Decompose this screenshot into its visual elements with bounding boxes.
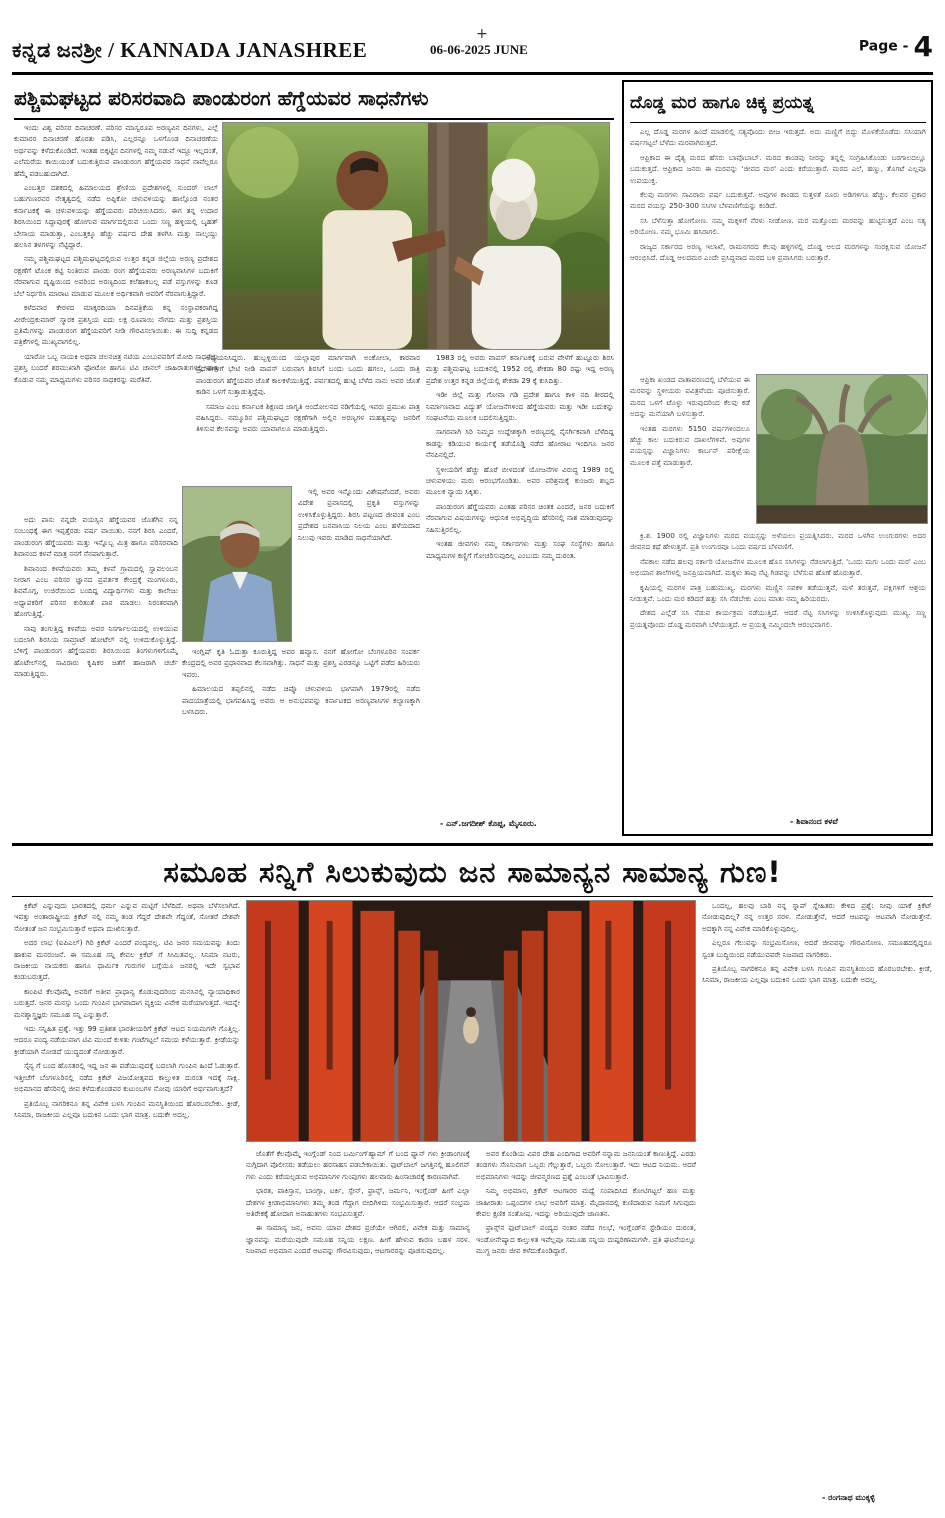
paragraph: ಇಂತಹ ಜೀವಗಳು ನಮ್ಮ ಸರ್ಕಾರಗಳು ಮತ್ತು ಸಂಘ ಸಂಸ್ಥೆಗಳು ಹಾಗೂ ಮಾಧ್ಯಮಗಳ ಕಣ್ಣಿಗೆ ಗೋಚರಿಸುವುದಿಲ್ಲ ಎಂಬುದು ನಮ್ಮ ದುರಂತ. [426,539,614,560]
paragraph: ಇಲ್ಲಿ ಅವರ ಇನ್ನೊಂದು ವಿಶೇಷವೆಂದರೆ, ಅವರು ವಿದೇಶ ಪ್ರವಾಸದಲ್ಲಿ ಪ್ರಕೃತಿ ವಸ್ತುಗಳನ್ನು ಉಳಿಸಿಕೊಳ್ಳುತ್ತಿದ್ದರು. ಶಿರಸಿ ಪಟ್ಟಣದ ಜೀವಂತ ಎಂಬ ಪ್ರದೇಶದ ಬನವಾಸಿಯ ನಿಲಯ ಎಂಬ ಹಳೆಯದಾದ ನಿಲುವು ಇವರು ಮಾಡಿದ ಸಾಧನೆಯಾಗಿದೆ. [298,487,420,542]
article1-headline: ಪಶ್ಚಿಮಘಟ್ಟದ ಪರಿಸರವಾದಿ ಪಾಂಡುರಂಗ ಹೆಗ್ಡೆಯವರ ಸಾಧನೆಗಳು [14,86,429,110]
paragraph: ಆಫ್ರಿಕಾದ ಈ ದೈತ್ಯ ಮರದ ಹೆಸರು ಬಾವೊಬಾಬ್. ಮರದ ಕಾಂಡವು ನೀರನ್ನು ತನ್ನಲ್ಲಿ ಸಂಗ್ರಹಿಸಿಕೊಂಡು ಬರಗಾಲದಲ್ಲೂ ಬದುಕುತ್ತದೆ. ಆಫ್ರಿಕಾದ ಜನರು ಈ ಮರವನ್ನು 'ಜೀವದ ಮರ' ಎಂದು ಕರೆಯುತ್ತಾರೆ. ಮರದ ಎಲೆ, ಹಣ್ಣು, ತೊಗಟೆ ಎಲ್ಲವೂ ಉಪಯುಕ್ತ. [630,152,926,185]
paragraph: ಸಸಿ ಬೆಳೆಸುತ್ತಾ ಹೋಗೋಣ. ನಮ್ಮ ಮಕ್ಕಳಿಗೆ ನೆರಳು ನೀಡೋಣ. ಮರ ಮತ್ತೊಂದು ಮರವನ್ನು ಹುಟ್ಟಿಸುತ್ತದೆ ಎಂಬ ಸತ್ಯ ಅರಿಯೋಣ. ನಮ್ಮ ಭೂಮಿ ಹಸಿರಾಗಲಿ. [630,215,926,237]
article2-column-bottom [630,530,926,812]
article2-headline: ದೊಡ್ಡ ಮರ ಹಾಗೂ ಚಿಕ್ಕ ಪ್ರಯತ್ನ [630,93,814,113]
paragraph: ಕಾಂಪಿಟಿ ಕೆಲವೊಮ್ಮೆ ಅವರಿಗೆ ಅತೀವ ಪ್ರಾಧಾನ್ಯ ಕೊಡುವುದರಿಂದ ಮನಸಿನಲ್ಲಿ ನ್ಯಾಯಾಧಿಕಾರ ಬರುತ್ತದೆ. ಜನರ ಮನಸ್ಸು ಒಂದು ಗುಂಪಿನ ಭಾಗವಾದಾಗ ವ್ಯಕ್ತಿಯ ವಿವೇಕ ಮರೆಯಾಗುತ್ತದೆ. ಇದನ್ನೇ ಮನಶ್ಶಾಸ್ತ್ರಜ್ಞರು ಸಮೂಹ ಸನ್ನಿ ಎನ್ನುತ್ತಾರೆ. [14,986,240,1019]
article3-byline: - ರಂಗನಾಥ ಮುಕ್ಕಳ್ಳಿ [822,1493,875,1502]
paragraph: ಸಾಗರವಾಗಿ ಸಿರಿ ನಿಮ್ಮದ ಉದ್ದೇಶಕ್ಕಾಗಿ ಅರಣ್ಯದಲ್ಲಿ ನೈಸರ್ಗಿಕವಾಗಿ ಬೆಳೆದಿದ್ದ ಕಾಡನ್ನು ಕಡಿಯುವ ಕಾರ್ಯಕ್ಕೆ ತಡೆಯೊಡ್ಡಿ ನಡೆದ ಹೋರಾಟ ಇಂದಿಗೂ ಜನರ ನೆನಪಿನಲ್ಲಿದೆ. [426,427,614,460]
paragraph: ದೇಶದ ಎಲ್ಲೆಡೆ ಸಸಿ ನೆಡುವ ಕಾರ್ಯಕ್ರಮ ನಡೆಯುತ್ತಿದೆ. ಆದರೆ ನೆಟ್ಟ ಸಸಿಗಳನ್ನು ಉಳಿಸಿಕೊಳ್ಳುವುದು ಮುಖ್ಯ. ಸಣ್ಣ ಪ್ರಯತ್ನವೊಂದು ದೊಡ್ಡ ಮರವಾಗಿ ಬೆಳೆಯುತ್ತದೆ. ಆ ಪ್ರಯತ್ನ ನಮ್ಮಿಂದಲೇ ಆರಂಭವಾಗಲಿ. [630,608,926,629]
issue-date: 06-06-2025 JUNE [430,42,528,57]
paragraph: ಕೆಲವು ಮರಗಳು ಸಾವಿರಾರು ವರ್ಷ ಬದುಕುತ್ತವೆ. ಅವುಗಳ ಕಾಂಡದ ಸುತ್ತಳತೆ ನೂರು ಅಡಿಗಳಿಗೂ ಹೆಚ್ಚು. ಕೆಲವರ ಪ್ರಕಾರ ಮರದ ವಯಸ್ಸು 250-300 ಸಸಿಗಳ ಬೆಳವಣಿಗೆಯನ್ನು ಕಂಡಿದೆ. [630,190,926,211]
paragraph: ಇಡೀ ಜಿಲ್ಲೆ ಮತ್ತು ಗೋವಾ ಗಡಿ ಪ್ರದೇಶ ಹಾಗೂ ಕಾಳಿ ನದಿ ತೀರದಲ್ಲಿ ನಿರ್ಮಾಣವಾದ ವಿದ್ಯುತ್ ಯೋಜನೆಗಳಿಂದ ಹೆಗ್ಡೆಯವರು ಮತ್ತು ಇಡೀ ಬದುಕನ್ನು ಸಂಘಟನೆಯ ಮೂಲಕ ಬದಲಿಸುತ್ತಿದ್ದರು. [426,390,614,423]
article1-column-mid-bottom [182,646,420,812]
article3-column-right [702,900,932,1488]
paragraph: 1983 ರಲ್ಲಿ ಅವರು ವಾಪಸ್ ಕರ್ನಾಟಕಕ್ಕೆ ಬರುವ ವೇಳೆಗೆ ಹುಟ್ಟೂರು ಶಿರಸಿ ಮತ್ತು ಪಶ್ಚಿಮಘಟ್ಟ ಬದುಕಿನಲ್ಲಿ 1952 ರಲ್ಲಿ ಶೇಕಡಾ 80 ರಷ್ಟು ಇದ್ದ ಅರಣ್ಯ ಪ್ರದೇಶ ಉತ್ತರ ಕನ್ನಡ ಜಿಲ್ಲೆಯಲ್ಲಿ ಶೇಕಡಾ 29 ಕ್ಕೆ ಕುಸಿದಿತ್ತು. [426,353,614,385]
paragraph: ಇಂಗ್ಲಿಷ್ ಕೃತಿ ಓದುತ್ತಾ ಕೂರುತ್ತಿದ್ದ ಅವರ ಹವ್ಯಾಸ. ನನಗೆ ಹೋಗೋ ಬೆಂಗಳೂರಿನ ಸಂಪರ್ಕ ಕೇಂದ್ರದಲ್ಲಿ ಅವರ ಪ್ರಧಾನವಾದ ಕೆಲಸವಾಗಿತ್ತು. ಸಾಧನೆ ಮತ್ತು ಪ್ರಶಸ್ತಿ ಎರಡನ್ನೂ ಒಟ್ಟಿಗೆ ಪಡೆದ ಹಿರಿಯರು ಇವರು. [182,647,420,679]
paragraph: ಕ್ರಿ.ಶ. 1900 ರಲ್ಲಿ ವಿಜ್ಞಾನಿಗಳು ಮರದ ವಯಸ್ಸನ್ನು ಅಳೆಯಲು ಪ್ರಯತ್ನಿಸಿದರು. ಮರದ ಒಳಗಿನ ಉಂಗುರಗಳು ಅದರ ಜೀವನದ ಕಥೆ ಹೇಳುತ್ತವೆ. ಪ್ರತಿ ಉಂಗುರವೂ ಒಂದು ವರ್ಷದ ಬೆಳವಣಿಗೆ. [630,531,926,552]
paragraph: ಫ್ರಾನ್ಸ್‌ನ ಫುಟ್‌ಬಾಲ್ ಪಂದ್ಯದ ನಂತರ ನಡೆದ ಗಲಭೆ, ಇಂಗ್ಲೆಂಡ್‌ನ ಸ್ಟೇಡಿಯಂ ದುರಂತ, ಇಂಡೋನೇಷ್ಯಾದ ಕಾಲ್ತುಳಿತ ಇವೆಲ್ಲವೂ ಸಮೂಹ ಸನ್ನಿಯ ದುಷ್ಪರಿಣಾಮಗಳೇ. ಪ್ರತಿ ಘಟನೆಯಲ್ಲೂ ಮುಗ್ಧ ಜನರು ಜೀವ ಕಳೆದುಕೊಂಡಿದ್ದಾರೆ. [476,1223,696,1256]
paragraph: ಜೊತೆಗೆ ಕೆಲವೊಮ್ಮೆ ಇಂಗ್ಲೆಂಡ್ ನಿಂದ ಬರ್ಮಿಂಗ್‌ಹ್ಯಾಮ್ ಗೆ ಬಂದ ಫ್ಯಾನ್ ಗಳು ಕ್ರೀಡಾಂಗಣಕ್ಕೆ ನುಗ್ಗಿದಾಗ ಪೊಲೀಸರು ತಡೆಯಲು ಹರಸಾಹಸ ಪಡಬೇಕಾಯಿತು. ಫುಟ್‌ಬಾಲ್ ಜಗತ್ತಿನಲ್ಲಿ ಹೂಲಿಗನ್ ಗಳು ಎಂದು ಕರೆಯಲ್ಪಡುವ ಅಭಿಮಾನಿಗಳ ಗುಂಪುಗಳು ಹಲವಾರು ಹಿಂಸಾಚಾರಕ್ಕೆ ಕಾರಣವಾಗಿವೆ. [246,1149,470,1181]
paragraph: ಅದರ ಲಾಭ (ಐಪಿಎಲ್) ಗಿರಿ ಕ್ರಿಕೆಟ್ ಎಂದರೆ ಪಂದ್ಯವಲ್ಲ. ಟಿವಿ ಜನರ ಸಮಯವನ್ನು ತಿಂದು ಹಾಕುವ ಮನರಂಜನೆ. ಈ ಸಮೂಹ ಸನ್ನಿ ಕೇವಲ ಕ್ರಿಕೆಟ್ ಗೆ ಸೀಮಿತವಲ್ಲ. ಸಿನಿಮಾ ನಟರು, ರಾಜಕೀಯ ನಾಯಕರು ಹಾಗೂ ಧಾರ್ಮಿಕ ಗುರುಗಳ ಬಗ್ಗೆಯೂ ಜನರಲ್ಲಿ ಇದೇ ಸ್ವಭಾವ ಕಂಡುಬರುತ್ತದೆ. [14,938,240,982]
paragraph: ಎಲ್ಲರೂ ಗೆಲುವನ್ನು ಸಂಭ್ರಮಿಸೋಣ, ಆದರೆ ಜೀವವನ್ನು ಗೌರವಿಸೋಣ. ಸಮೂಹದಲ್ಲಿದ್ದರೂ ಸ್ವಂತ ಬುದ್ಧಿಯಿಂದ ನಡೆಯುವವರೇ ನಿಜವಾದ ನಾಗರಿಕರು. [702,938,932,959]
article2-column-top [630,126,926,370]
article3-column-left [14,900,240,1510]
newspaper-title: ಕನ್ನಡ ಜನಶ್ರೀ / KANNADA JANASHREE [12,38,368,62]
article2-byline: - ಶಿವಾನಂದ ಕಳವೆ [790,817,838,826]
photo-baobab-tree [756,374,928,524]
paragraph: ಸೈನ್ಯ ಗೆ ಬಂದ ಹೊಸತರಲ್ಲಿ ಇದ್ದ ಜನ ಈ ಪಡೆಯುವುದಕ್ಕೆ ಬದಲಾಗಿ ಗುಂಪಿನ ಹಿಂದೆ ಓಡುತ್ತಾರೆ. ಇತ್ತೀಚೆಗೆ ಬೆಂಗಳೂರಿನಲ್ಲಿ ನಡೆದ ಕ್ರಿಕೆಟ್ ವಿಜಯೋತ್ಸವದ ಕಾಲ್ತುಳಿತ ದುರಂತ ಇದಕ್ಕೆ ಸಾಕ್ಷಿ. ಅಭಿಮಾನದ ಹೆಸರಿನಲ್ಲಿ ಜೀವ ಕಳೆದುಕೊಂಡವರ ಕುಟುಂಬಗಳ ನೋವು ಯಾರಿಗೆ ಅರ್ಥವಾಗುತ್ತದೆ? [14,1061,240,1094]
paragraph: ಸ್ಥಳೀಯರಿಗೆ ಹೆಚ್ಚು ಹೊರೆ ಬೀಳದಂತೆ ಯೋಜನೆಗಳ ವಿರುದ್ಧ 1989 ರಲ್ಲಿ ಚಳುವಳಿಯು ಮರು ಆರಂಭಗೊಂಡಿತು. ಅವರ ಪರಿಶ್ರಮಕ್ಕೆ ಕುಂಜರು ಶಬ್ದದ ಮೂಲಕ ನ್ಯಾಯ ಸಿಕ್ಕಿತು. [426,464,614,497]
paragraph: ಭಾರತ, ಪಾಕಿಸ್ತಾನ, ಬಾಂಗ್ಲಾ, ಟರ್ಕಿ, ಸ್ಪೇನ್, ಫ್ರಾನ್ಸ್, ಜರ್ಮನಿ, ಇಂಗ್ಲೆಂಡ್ ಹೀಗೆ ಎಲ್ಲಾ ದೇಶಗಳ ಕ್ರೀಡಾಭಿಮಾನಿಗಳು ತಮ್ಮ ತಂಡ ಗೆದ್ದಾಗ ಬೀದಿಗಿಳಿದು ಸಂಭ್ರಮಿಸುತ್ತಾರೆ. ಆದರೆ ಸಂಭ್ರಮ ಅತಿರೇಕಕ್ಕೆ ಹೋದಾಗ ಅನಾಹುತಗಳು ಸಂಭವಿಸುತ್ತವೆ. [246,1186,470,1219]
paragraph: ಅವರ ಕೊಂಡಿಯ ವಿವರ ದೇಹ ಎಂದಿಗಾದ ಅವರಿಗೆ ನನ್ನಾಮ ಜನನಿಯಂತೆ ಕಾಣುತ್ತಿದ್ದೆ. ಎರಡು ತಂಡಗಳು ಸೆಣಸುವಾಗ ಒಬ್ಬರು ಗೆಲ್ಲುತ್ತಾರೆ, ಒಬ್ಬರು ಸೋಲುತ್ತಾರೆ. ಇದು ಆಟದ ನಿಯಮ. ಆದರೆ ಅಭಿಮಾನಿಗಳು ಇದನ್ನು ಜೀವನ್ಮರಣದ ಪ್ರಶ್ನೆ ಎಂಬಂತೆ ಭಾವಿಸುತ್ತಾರೆ. [476,1149,696,1181]
paragraph: ನೆಪಕಾಲ ನಡೆದ ಹಲವು ಸರ್ಕಾರಿ ಯೋಜನೆಗಳ ಮೂಲಕ ಹೊಸ ಸಸಿಗಳನ್ನು ನೆಡಲಾಗುತ್ತಿದೆ. 'ಒಂದು ಮಗು ಒಂದು ಮರ' ಎಂಬ ಅಭಿಯಾನ ಶಾಲೆಗಳಲ್ಲಿ ಜನಪ್ರಿಯವಾಗಿದೆ. ಮಕ್ಕಳು ತಾವು ನೆಟ್ಟ ಗಿಡವನ್ನು ಬೆಳೆಸುವ ಹೊಣೆ ಹೊರುತ್ತಾರೆ. [630,556,926,578]
article1-column-left-bottom [14,514,178,814]
article2-rule [630,122,926,123]
paragraph: ಅಧ್ಯಯನಿಸಿದ್ದರು. ಹುಬ್ಬಳ್ಳಿಯಿಂದ ಯಲ್ಲಾಪುರ ಮಾರ್ಗವಾಗಿ ಅಂಕೋಲಾ, ಕಾರವಾರ ಪ್ರದೇಶಗಳಿಗೆ ಭೇಟಿ ನೀಡಿ ವಾಪಸ್ ಬರುವಾಗ ಶಿರಸಿಗೆ ಬಂದು ಒಂದು ಹಗಲು, ಒಂದು ರಾತ್ರಿ ಪಾಂಡುರಂಗ ಹೆಗ್ಡೆಯವರ ಜೊತೆ ಕಾಲಕಳೆಯುತ್ತಿದ್ದೆ. ಪರ್ವತದಲ್ಲಿ ಹುಟ್ಟಿ ಬೆಳೆದ ನಾನು ಅವರ ಜೊತೆ ಕಾಡಿನ ಒಳಗೆ ಸುತ್ತಾಡುತ್ತಿದ್ದೆವು. [196,353,420,397]
photo-hegde-hugging-tree [222,122,610,350]
paragraph: ಇದು ಸನ್ನಿಹಿತ ಪ್ರಶ್ನೆ. ಇತ್ತು 99 ಪ್ರತಿಶತ ಭಾರತೀಯರಿಗೆ ಕ್ರಿಕೆಟ್ ಆಟದ ನಿಯಮಗಳೇ ಗೊತ್ತಿಲ್ಲ. ಆದರೂ ಪಂದ್ಯ ನಡೆಯುವಾಗ ಟಿವಿ ಮುಂದೆ ಕುಳಿತು ಗಂಟೆಗಟ್ಟಲೆ ಸಮಯ ಕಳೆಯುತ್ತಾರೆ. ಕ್ರೀಡೆಯನ್ನು ಕ್ರೀಡೆಯಾಗಿ ನೋಡದೆ ಯುದ್ಧದಂತೆ ನೋಡುತ್ತಾರೆ. [14,1024,240,1056]
paragraph: ಇಂದು ವಿಶ್ವ ಪರಿಸರ ದಿನಾಚರಣೆ. ಪರಿಸರ ಮಾಸ್ವರೂಪ ಅರಣ್ಯವಿನ ದಿನಗಳು, ಎಲ್ಲೆ ಕುಮಾರರ ದಿನಾಚರಣೆ ಹೊರತು ಪಡಿಸಿ, ಎಲ್ಲರನ್ನೂ ಒಳಗೊಂಡ ದಿನಾಚರಣೆಯ ಅರ್ಥವನ್ನು ಕಳೆದುಕೊಂಡಿದೆ. ಇಂತಹ ಬಿಕ್ಕಟ್ಟಿನ ದಿನಗಳಲ್ಲಿ ನಮ್ಮ ನಡುವೆ ಇದ್ದೂ ಇಲ್ಲದಂತೆ, ಎಲೆಮರೆಯ ಕಾಯಿಯಂತೆ ಬದುಕುತ್ತಿರುವ ಪಾಂಡುರಂಗ ಹೆಗ್ಡೆಯವರ ಸಾಧನೆ ನಾವೆಲ್ಲರೂ ಹೆಮ್ಮೆ ಪಡಬಹುದಾಗಿದೆ. [14,123,218,178]
page-label: Page - [858,38,909,55]
paragraph: ಒಂದಲ್ಲ, ಹಲವು ಬಾರಿ ನನ್ನ ಸ್ನಾಪ್ ಸ್ನೇಹಿತರು ಕೇಳಿದ ಪ್ರಶ್ನೆ: ನೀವು ಯಾಕೆ ಕ್ರಿಕೆಟ್ ನೋಡುವುದಿಲ್ಲ? ನನ್ನ ಉತ್ತರ ಸರಳ. ನೋಡುತ್ತೇನೆ, ಆದರೆ ಆಟವನ್ನು ಆಟವಾಗಿ ನೋಡುತ್ತೇನೆ. ಅದಕ್ಕಾಗಿ ನನ್ನ ವಿವೇಕ ಮಾರಿಕೊಳ್ಳುವುದಿಲ್ಲ. [702,901,932,933]
page-indicator [859,30,933,63]
paragraph: ಎಲ್ಲ ದೊಡ್ಡ ಮರಗಳ ಹಿಂದೆ ಮಾಡಲಿಲ್ಲಿ ಸತ್ಯವೊಂದು ಬೀಜ ಇರುತ್ತದೆ. ಅದು ಮಣ್ಣಿಗೆ ಬಿದ್ದು ಮೊಳಕೆಯೊಡೆದು ಸಸಿಯಾಗಿ ವರ್ಷಗಟ್ಟಲೆ ಬೆಳೆದು ಮರವಾಗಿರುತ್ತದೆ. [630,127,926,148]
paragraph: ಶಿವಾನಂದ ಕಳವೆಯವರು ತಮ್ಮ ಕಳವೆ ಗ್ರಾಮದಲ್ಲಿ ಸ್ವಾವಲಂಬನ ನೀರಾಗ ಎಂಬ ಪರಿಸರ ಜ್ಞಾನದ ಪ್ರವರ್ತಕ ಕೇಂದ್ರಕ್ಕೆ ಮಂಗಳೂರು, ಶಿವಮೊಗ್ಗ, ಉಜಿರೆಯಿಂದ ಬಂದಿದ್ದ ವಿದ್ಯಾರ್ಥಿಗಳು ಮತ್ತು ಕಾಲೇಜು ಅಧ್ಯಾಪಕರಿಗೆ ಪರಿಸರ ಕುರಿತಂತೆ ಪಾಠ ಮಾಡಲು ನಿರಂತರವಾಗಿ ಹೋಗುತ್ತಿದ್ದೆ. [14,563,178,619]
article1-rule [14,118,614,120]
article1-column-left-top [14,122,218,512]
article2-column-mid [630,374,750,526]
page-number: 4 [913,30,933,63]
article1-column-right [426,352,614,814]
article1-column-mid-top [196,352,420,484]
article3-headline: ಸಮೂಹ ಸನ್ನಿಗೆ ಸಿಲುಕುವುದು ಜನ ಸಾಮಾನ್ಯನ ಸಾಮಾನ್ಯ ಗುಣ! [163,855,782,889]
paragraph: ಯಾರೋ ಒಬ್ಬ ನಾಯಕಿ ಅಥವಾ ಚಲನಚಿತ್ರ ನಟಿಯ ಎಂಬುವವರಿಗೆ ಮೋದಿ ಸಾಧನೆಯ ಪ್ರಶಸ್ತಿ ಬಂದರೆ ಶರಮುಖಾಗಿ ಫೋಟೋ ಹಾಗೂ ಟಿವಿ ಚಾನಲ್ ಜಾಹಿರಾತುಗಳಲ್ಲಿ ಪಾತ್ರ ಕೊಡುವ ನಮ್ಮ ಮಾಧ್ಯಮಗಳು ಪರಿಸರ ಸಾಧಕರನ್ನು ಮರೆತಿವೆ. [14,351,218,384]
paragraph: ಇಂತಹ ಮರಗಳು 5150 ವರ್ಷಗಳಿಂದಲೂ ಹೆಚ್ಚು ಕಾಲ ಬದುಕಿರುವ ದಾಖಲೆಗಳಿವೆ. ಅವುಗಳ ವಯಸ್ಸನ್ನು ವಿಜ್ಞಾನಿಗಳು ಕಾರ್ಬನ್ ಪರೀಕ್ಷೆಯ ಮೂಲಕ ಪತ್ತೆ ಮಾಡುತ್ತಾರೆ. [630,423,750,467]
article3-column-mid-left [246,1148,470,1510]
masthead [12,26,933,66]
paragraph: ಸಮಾಜ ಎಂಬ ಕರ್ನಾಟಕ ಶಿಕ್ಷಣದ ಜಾಗೃತಿ ಆಂದೋಲನದ ನಡಿಗೆಯಲ್ಲಿ ಇವರು ಪ್ರಮುಖ ಪಾತ್ರ ವಹಿಸಿದ್ದರು. ನಮ್ಮೂರಿನ ಪಶ್ಚಿಮಘಟ್ಟದ ರಕ್ಷಣೆಗಾಗಿ ಅಲ್ಲಿನ ಅರಣ್ಯಗಳ ಮಹತ್ವವನ್ನು ಜನರಿಗೆ ತಿಳಿಸುವ ಕೆಲಸವನ್ನು ಅವರು ಯಾವಾಗಲೂ ಮಾಡುತ್ತಿದ್ದರು. [196,401,420,434]
paragraph: ಪ್ರತಿಯೊಬ್ಬ ನಾಗರಿಕನೂ ತನ್ನ ವಿವೇಕ ಬಳಸಿ ಗುಂಪಿನ ಮನಸ್ಥಿತಿಯಿಂದ ಹೊರಬರಬೇಕು. ಕ್ರೀಡೆ, ಸಿನಿಮಾ, ರಾಜಕೀಯ ಎಲ್ಲವೂ ಬದುಕಿನ ಒಂದು ಭಾಗ ಮಾತ್ರ. ಬದುಕೇ ಅದಲ್ಲ. [14,1098,240,1119]
paragraph: ನಾವು ತಂಗುತ್ತಿದ್ದ ಕಳವೆಯ ಅವರ ನಿಸರ್ಗಾಲಯದಲ್ಲಿ ಉಳಿಯುವ ಬದಲಾಗಿ ಶಿರಸಿಯ ಸಾಮ್ರಾಟ್ ಹೋಟೆಲ್ ನಲ್ಲಿ ಉಳಿದುಕೊಳ್ಳುತ್ತಿದ್ದೆ. ಬೆಳಿಗ್ಗೆ ಪಾಂಡುರಂಗ ಹೆಗ್ಡೆಯವರು ಶಿರಸಿಯಿಂದ ತಿಂಗಳುಗಳಿಗೊಮ್ಮೆ ಹೊಟೇಲ್‌ನಲ್ಲಿ ಸಾವಿರಾರು ಕೃಷಿಕರ ಜತೆಗೆ ಹಾಜರಾಗಿ ಚರ್ಚೆ ಮಾಡುತ್ತಿದ್ದರು. [14,623,178,679]
paragraph: ನಿಮ್ಮ ಅಭಿಮಾನ, ಕ್ರಿಕೆಟ್ ಆಟಗಾರರ ಮಧ್ಯೆ ಸಂಪಾದಿಸಿದ ಕೋಟಿಗಟ್ಟಲೆ ಹಣ ಮತ್ತು ಜಾಹೀರಾತು ಒಪ್ಪಂದಗಳ ಲಾಭ ಅವರಿಗೆ ಮಾತ್ರ. ಮೈದಾನದಲ್ಲಿ ಕುಣಿದಾಡುವ ನಿಮಗೆ ಸಿಗುವುದು ಕೇವಲ ಕ್ಷಣಿಕ ಸಂತೋಷ. ಇದನ್ನು ಅರಿಯುವುದೇ ಜಾಣತನ. [476,1186,696,1219]
paragraph: ಪ್ರತಿಯೊಬ್ಬ ನಾಗರಿಕನೂ ತನ್ನ ವಿವೇಕ ಬಳಸಿ ಗುಂಪಿನ ಮನಸ್ಥಿತಿಯಿಂದ ಹೊರಬರಬೇಕು. ಕ್ರೀಡೆ, ಸಿನಿಮಾ, ರಾಜಕೀಯ ಎಲ್ಲವೂ ಬದುಕಿನ ಒಂದು ಭಾಗ ಮಾತ್ರ. ಬದುಕೇ ಅದಲ್ಲ. [702,964,932,985]
photo-author-portrait [182,486,292,642]
masthead-rule [12,72,933,75]
paragraph: ಕೃಷಿಯಲ್ಲಿ ಮರಗಳ ಪಾತ್ರ ಬಹುಮುಖ್ಯ. ಮರಗಳು ಮಣ್ಣಿನ ಸವಕಳಿ ತಡೆಯುತ್ತವೆ, ಮಳೆ ತರುತ್ತವೆ, ಪಕ್ಷಿಗಳಿಗೆ ಆಶ್ರಯ ನೀಡುತ್ತವೆ. ಒಂದು ಮರ ಕಡಿದರೆ ಹತ್ತು ಸಸಿ ನೆಡಬೇಕು ಎಂಬ ಮಾತು ನಮ್ಮ ಹಿರಿಯರದು. [630,582,926,604]
paragraph: ನಮ್ಮ ಪಶ್ಚಿಮಘಟ್ಟದ ಪಶ್ಚಿಮಘಟ್ಟದಲ್ಲಿರುವ ಉತ್ತರ ಕನ್ನಡ ಜಿಲ್ಲೆಯ ಅರಣ್ಯ ಪ್ರದೇಶದ ರಕ್ಷಣೆಗೆ ಟೊಂಕ ಕಟ್ಟಿ ನಿಂತಿರುವ ಪಾಂಡು ರಂಗ ಹೆಗ್ಡೆಯವರು ಅರಣ್ಯವಾಸಿಗಳ ಬದುಕಿಗೆ ನೆರವಾಗುವ ದೃಷ್ಟಿಯಿಂದ ಅವರಿಂದ ಅರಣ್ಯದಿಂದ ಕಲೆಹಾಕಬಲ್ಲ ಪಡೆ ವಸ್ತುಗಳನ್ನು ಕೂಡ ಬೆಲೆ ನಿರ್ಧರಿಸಿ ಮಾರಾಟ ಮಾಡುವ ಮೂಲಕ ಅರ್ಥಿಕವಾಗಿ ಅವರಿಗೆ ನೆರವಾಗುತ್ತಿದ್ದಾರೆ. [14,254,218,298]
paragraph: ಪಾಂಡುರಂಗ ಹೆಗ್ಡೆಯವರು ಎಂತಹ ಪರಿಸರ ಚಿಂತಕ ಎಂದರೆ, ಜನರ ಬದುಕಿಗೆ ನೆರವಾಗುವ ವಿಷಯಗಳನ್ನು ಆಧುನಿಕ ಅಭಿವೃದ್ಧಿಯ ಹೆಸರಿನಲ್ಲಿ ನಾಶ ಮಾಡುವುದನ್ನು ಸಹಿಸುತ್ತಿರಲಿಲ್ಲ. [426,501,614,534]
paragraph: ಕ್ರಿಕೆಟ್ ಎನ್ನುವುದು ಭಾರತದಲ್ಲಿ ಧರ್ಮ ಎನ್ನುವ ಮಟ್ಟಿಗೆ ಬೆಳೆದಿದೆ. ಅಥವಾ ಬೆಳೆಸಲಾಗಿದೆ. ಇವತ್ತು ಅಂತಾರಾಷ್ಟ್ರೀಯ ಕ್ರಿಕೆಟ್ ನಲ್ಲಿ ನಮ್ಮ ತಂಡ ಗೆದ್ದರೆ ದೇಶವೇ ಗೆದ್ದಂತೆ, ಸೋತರೆ ದೇಶವೇ ಸೋತಂತೆ ಜನ ಸಂಭ್ರಮಿಸುತ್ತಾರೆ ಅಥವಾ ದುಃಖಿಸುತ್ತಾರೆ. [14,901,240,933]
paragraph: ಎಂಬತ್ತರ ದಶಕದಲ್ಲಿ ಹಿಮಾಲಯದ ಶ್ರೇಣಿಯ ಪ್ರದೇಶಗಳಲ್ಲಿ ಸುಂದರ್ ಲಾಲ್ ಬಹುಗುಣರವರ ನೇತೃತ್ವದಲ್ಲಿ ನಡೆದ ಅಪ್ಪಿಕೋ ಚಳುವಳಿಯನ್ನು ಹಾಲ್ಗೊಂಡ ನಂತರ ಕರ್ನಾಟಕಕ್ಕೆ ಈ ಚಳುವಳಿಯನ್ನು ಹೆಗ್ಡೆಯವರು ಪರಿಚಯಿಸಿದರು. ಈಗ ತನ್ನ ಉದಾರ ಶಿರಸಿಯಿಂದ ಸಿದ್ದಾಪುರಕ್ಕೆ ಹೋಗುವ ಮಾರ್ಗದಲ್ಲಿರುವ ಒಂದು ಸಣ್ಣ ಹಳ್ಳಿಯಲ್ಲಿ ಬೃಹತ್ ಬೇಸಾಯ ಮಾಡುತ್ತಾ, ಎಂಬತ್ತಕ್ಕೂ ಹೆಚ್ಚು ವರ್ಷದ ದೇಹ ತಳಗಿಸಿ ಮತ್ತು ನಾಲ್ಕಯ್ದು ಹಲಸಿನ ತಳಗಳನ್ನು ನೆಟ್ಟಿದ್ದಾರೆ. [14,183,218,250]
registration-mark-icon: + [476,26,488,42]
article1-byline: - ಎನ್.ಜಗದೀಶ್ ಕೊಪ್ಪ, ಮೈಸೂರು. [440,819,537,828]
section-divider [12,843,933,846]
article3-column-mid-right [476,1148,696,1510]
paragraph: ಹಿಮಾಲಯದ ತಪ್ಪಲಿನಲ್ಲಿ ನಡೆದ ಚಿಪ್ಕೊ ಚಳುವಳಿಯ ಭಾಗವಾಗಿ 1979ರಲ್ಲಿ ನಡೆದ ಪಾದಯಾತ್ರೆಯಲ್ಲಿ ಭಾಗವಹಿಸಿದ್ದ ಅವರು ಆ ಅನುಭವವನ್ನು ಕರ್ನಾಟಕದ ಅರಣ್ಯವಾಸಿಗಳ ಕಲ್ಯಾಣಕ್ಕಾಗಿ ಬಳಸಿದರು. [182,684,420,717]
paragraph: ಆಫ್ರಿಕಾ ಖಂಡದ ವಾತಾವರಣದಲ್ಲಿ ಬೆಳೆಯುವ ಈ ಮರವನ್ನು ಸ್ಥಳೀಯರು ಪವಿತ್ರವೆಂದು ಪೂಜಿಸುತ್ತಾರೆ. ಮರದ ಒಳಗೆ ಟೊಳ್ಳು ಇರುವುದರಿಂದ ಕೆಲವು ಕಡೆ ಅದನ್ನು ಮನೆಯಾಗಿ ಬಳಸುತ್ತಾರೆ. [630,375,750,419]
paragraph: ಕಳೆದವಾರ ಕೇರಳದ ಮಾಕ್ಕರದಿಯಾ ದಿನಪತ್ರಿಕೆಯ ಕನ್ನ ಸಂಸ್ಥಾಪಕರಾಗಿದ್ದ ವೀರೇಂದ್ರಕುಮಾರ್ ಸ್ಮಾರಕ ಪ್ರಶಸ್ತಿಯ ಐದು ಲಕ್ಷ ರೂಪಾಯಿ ನೌಗದು ಮತ್ತು ಪ್ರಶಸ್ತಿಯ ಪ್ರತಿಮೆಗಳನ್ನು ಪಾಂಡುರಂಗ ಹೆಗ್ಡೆಯವರಿಗೆ ನೀಡಿ ಗೌರವಿಸಲಾಯಿತು. ಈ ಸುದ್ದಿ ಕನ್ನಡದ ಪತ್ರಿಕೆಗಳಲ್ಲಿ ಮುಖ್ಯವಾಗಲಿಲ್ಲ. [14,303,218,347]
photo-torii-gates-path [246,900,696,1142]
article3-rule [12,896,933,897]
article1-column-mid-beside-photo [298,486,420,642]
paragraph: ಈ ಸಾಮಾನ್ಯ ಜನ, ಅವನು ಯಾವ ದೇಶದ ಪ್ರಜೆಯೇ ಆಗಿರಲಿ, ವಿವೇಕ ಮತ್ತು ಸಾಮಾನ್ಯ ಜ್ಞಾನವನ್ನು ಮರೆಯುವುದೇ ಸಮೂಹ ಸನ್ನಿಯ ಲಕ್ಷಣ. ಹೀಗೆ ಹೇಳುವ ಕಾರಣ ಬಹಳ ಸರಳ. ನಿಜವಾದ ಅಭಿಮಾನ ಎಂದರೆ ಆಟವನ್ನು ಗೌರವಿಸುವುದು, ಆಟಗಾರರನ್ನು ಪೂಜಿಸುವುದಲ್ಲ. [246,1223,470,1256]
paragraph: ರಾಜ್ಯದ ಸರ್ಕಾರದ ಅರಣ್ಯ ಇಲಾಖೆ, ರಾಮನಗರದ ಕೆಲವು ಹಳ್ಳಿಗಳಲ್ಲಿ ದೊಡ್ಡ ಆಲದ ಮರಗಳನ್ನು ಸಂರಕ್ಷಿಸುವ ಯೋಜನೆ ಆರಂಭಿಸಿದೆ. ದೊಡ್ಡ ಆಲದಮರ ಎಂದೇ ಪ್ರಸಿದ್ಧವಾದ ಮರದ ಬಳಿ ಪ್ರವಾಸಿಗರು ಬರುತ್ತಾರೆ. [630,241,926,263]
paragraph: ಅದು ಪಾಸು ನನ್ನದೇ ವಯಸ್ಸಿನ ಹೆಗ್ಡೆಯವರ ಜೊತೆಗಿನ ನನ್ನ ಸಂಬಂಧಕ್ಕೆ ಈಗ ಇಪ್ಪತ್ತೆರಡು ವರ್ಷ ವಾಯಿತು. ನನಗೆ ಶಿರಸಿ ಎಂದರೆ, ಪಾಂಡುರಂಗ ಹೆಗ್ಡೆಯವರು ಮತ್ತು ಇನ್ನೊಬ್ಬ ಮಿತ್ರ ಹಾಗೂ ಪರಿಸರವಾದಿ ಶಿವಾನಂದ ಕಳವೆ ಮಾತ್ರ ನನಗೆ ನೆನಪಾಗುತ್ತಾರೆ. [14,515,178,559]
